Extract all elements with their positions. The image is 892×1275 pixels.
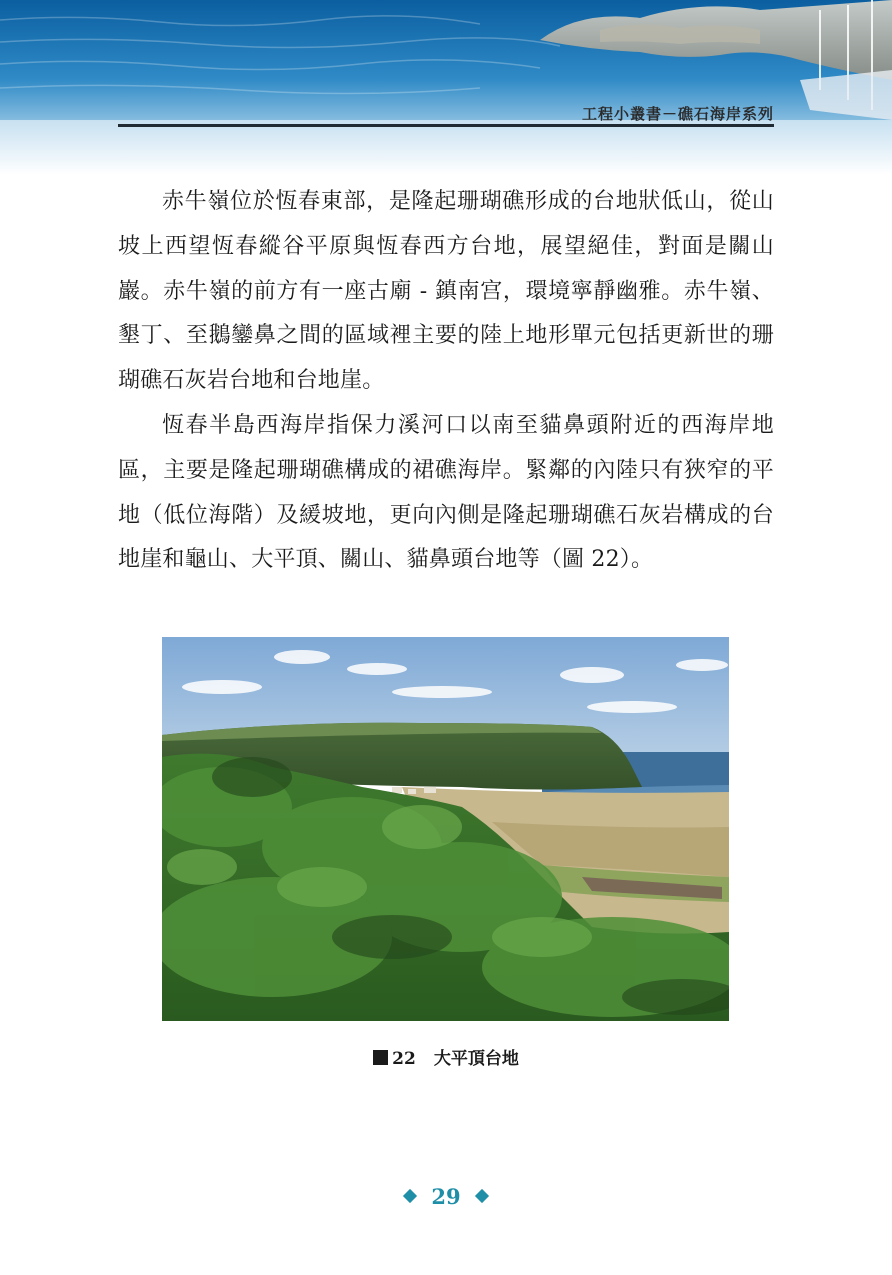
page-footer	[0, 1184, 892, 1209]
paragraph: 赤牛嶺位於恆春東部，是隆起珊瑚礁形成的台地狀低山，從山坡上西望恆春縱谷平原與恆春西方台地，展望絕佳，對面是關山巖。赤牛嶺的前方有一座古廟 - 鎮南宫，環境寧靜幽雅。赤牛嶺、墾丁、至鵝鑾鼻之間的區域裡主要的陸上地形單元包括更新世的珊瑚礁石灰岩台地和台地崖。	[118, 189, 774, 394]
figure-number: 22	[392, 1049, 416, 1069]
plateau-landscape-image	[162, 637, 729, 1021]
figure-photo	[162, 637, 729, 1021]
figure-marker-icon	[373, 1050, 388, 1065]
series-title: 工程小叢書－礁石海岸系列	[581, 105, 774, 123]
figure-caption	[0, 1044, 892, 1069]
diamond-left-icon	[403, 1189, 417, 1203]
page-number: 29	[431, 1184, 461, 1209]
diamond-right-icon	[475, 1189, 489, 1203]
paragraph: 恆春半島西海岸指保力溪河口以南至貓鼻頭附近的西海岸地區，主要是隆起珊瑚礁構成的裙礁海岸。緊鄰的內陸只有狹窄的平地（低位海階）及緩坡地，更向內側是隆起珊瑚礁石灰岩構成的台地崖和龜山、大平頂、關山、貓鼻頭台地等（圖 22）。	[118, 412, 774, 573]
header-divider	[118, 124, 774, 127]
body-text	[118, 180, 774, 583]
header-banner	[0, 0, 892, 175]
ocean-banner-image	[0, 0, 892, 175]
figure-caption-text: 大平頂台地	[433, 1049, 519, 1069]
